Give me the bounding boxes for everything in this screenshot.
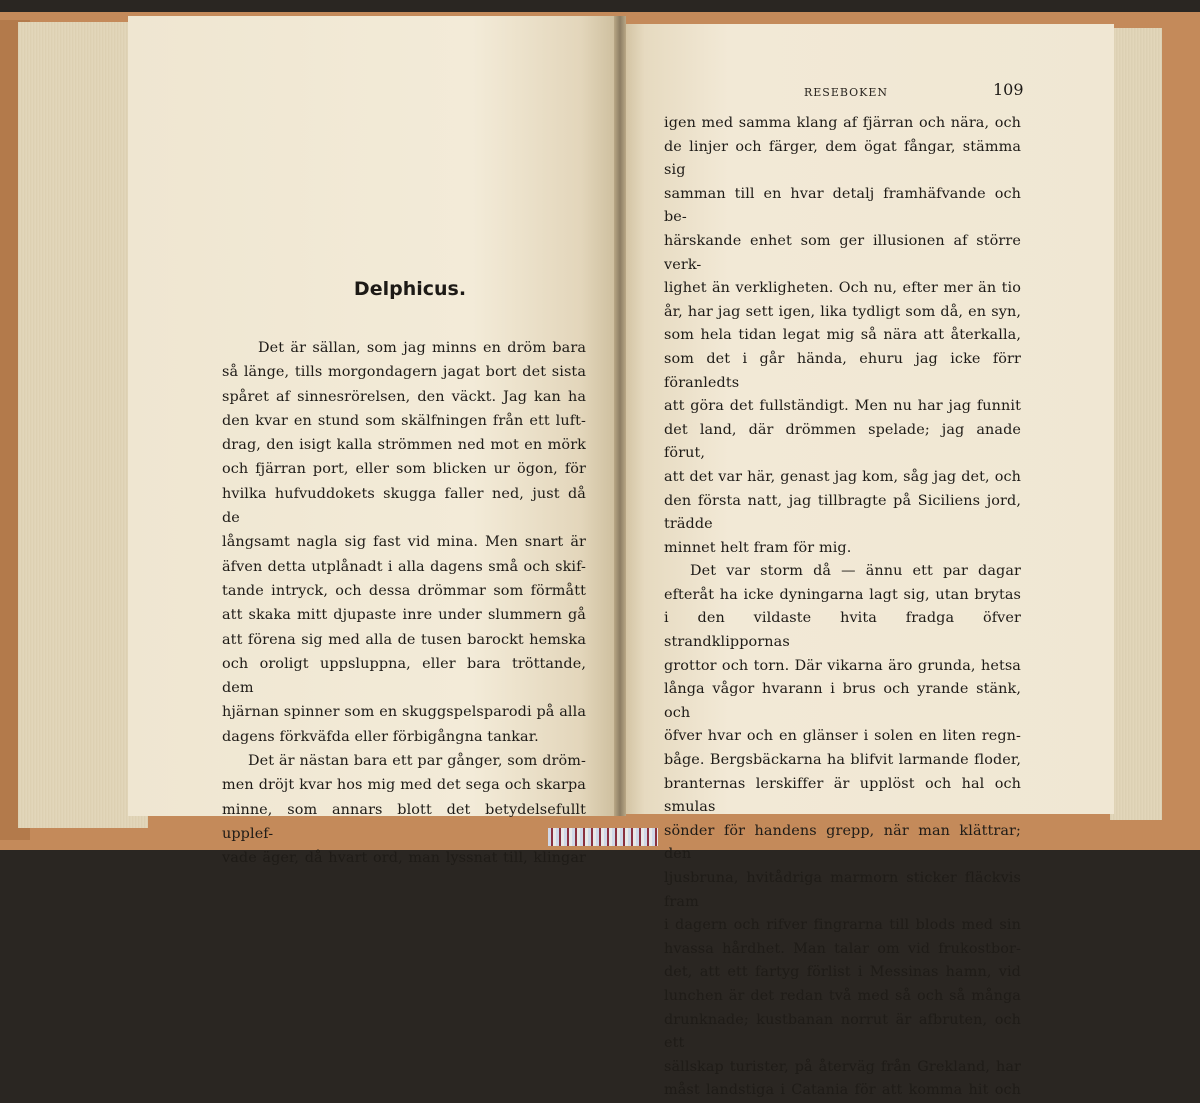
text-line: hvilka hufvuddokets skugga faller ned, just då de bbox=[222, 485, 586, 527]
text-line: spåret af sinnesrörelsen, den väckt. Jag kan ha bbox=[222, 388, 586, 405]
text-line: minne, som annars blott det betydelsefullt upplef- bbox=[222, 801, 586, 842]
text-line: sönder för handens grepp, när man klättrar; den bbox=[664, 822, 1021, 863]
text-line: tande intryck, och dessa drömmar som förmått bbox=[222, 582, 586, 599]
text-line: hjärnan spinner som en skuggspelsparodi på alla bbox=[222, 704, 586, 721]
text-line: hvassa hårdhet. Man talar om vid frukostbor- bbox=[664, 940, 1021, 957]
right-page-text bbox=[664, 112, 1021, 1103]
text-line: det land, där drömmen spelade; jag anade förut, bbox=[664, 421, 1021, 462]
text-line: äfven detta utplånadt i alla dagens små och skif- bbox=[222, 558, 586, 575]
text-line: samman till en hvar detalj framhäfvande och be- bbox=[664, 185, 1021, 226]
text-line: och fjärran port, eller som blicken ur ögon, för bbox=[222, 461, 586, 478]
text-line: Det var storm då — ännu ett par dagar bbox=[690, 563, 1021, 580]
text-line: som det i går hända, ehuru jag icke förr föranledts bbox=[664, 350, 1021, 391]
text-line: dagens förkväfda eller förbigångna tankar. bbox=[222, 728, 539, 745]
text-line: i den vildaste hvita fradga öfver strandklippornas bbox=[664, 610, 1021, 651]
text-line: som hela tidan legat mig så nära att återkalla, bbox=[664, 327, 1021, 344]
text-line: vade äger, då hvart ord, man lyssnat till, klingar bbox=[222, 850, 586, 867]
text-line: drag, den isigt kalla strömmen ned mot en mörk bbox=[222, 437, 586, 454]
text-line: måst landstiga i Catania för att komma hit och bbox=[664, 1082, 1021, 1099]
text-line: Det är sällan, som jag minns en dröm bara bbox=[258, 340, 586, 356]
text-line: i dagern och rifver fingrarna till blods med sin bbox=[664, 917, 1021, 934]
text-line: sällskap turister, på återväg från Grekland, har bbox=[664, 1058, 1021, 1075]
page-edges-right bbox=[1110, 28, 1162, 820]
chapter-title: Delphicus. bbox=[353, 278, 467, 300]
text-line: lunchen är det redan två med så och så många bbox=[664, 987, 1021, 1004]
text-line: Det är nästan bara ett par gånger, som dröm- bbox=[248, 753, 586, 770]
text-line: att göra det fullständigt. Men nu har jag funnit bbox=[664, 398, 1021, 415]
text-line: härskande enhet som ger illusionen af större verk- bbox=[664, 232, 1021, 273]
text-line: grottor och torn. Där vikarna äro grunda, hetsa bbox=[664, 657, 1021, 674]
text-line: långsamt nagla sig fast vid mina. Men snart är bbox=[222, 534, 586, 551]
text-line: men dröjt kvar hos mig med det sega och skarpa bbox=[222, 777, 586, 794]
text-line: öfver hvar och en glänser i solen en liten regn- bbox=[664, 728, 1021, 745]
text-line: drunknade; kustbanan norrut är afbruten, och ett bbox=[664, 1011, 1021, 1052]
text-line: lighet än verkligheten. Och nu, efter mer än tio bbox=[664, 280, 1021, 297]
text-line: ljusbruna, hvitådriga marmorn sticker fläckvis fram bbox=[664, 870, 1021, 910]
page-number: 109 bbox=[993, 80, 1024, 99]
text-line: det, att ett fartyg förlist i Messinas hamn, vid bbox=[664, 964, 1021, 981]
text-line: att förena sig med alla de tusen barockt hemska bbox=[222, 631, 586, 648]
text-line: och oroligt uppsluppna, eller bara tröttande, dem bbox=[222, 655, 586, 697]
text-line: att skaka mitt djupaste inre under slummern gå bbox=[222, 607, 586, 624]
text-line: år, har jag sett igen, lika tydligt som då, en syn, bbox=[664, 303, 1021, 320]
text-line: minnet helt fram för mig. bbox=[664, 539, 852, 556]
text-line: den kvar en stund som skälfningen från ett luft- bbox=[222, 412, 586, 429]
left-page-text bbox=[222, 336, 586, 871]
text-line: att det var här, genast jag kom, såg jag det, och bbox=[664, 468, 1021, 485]
running-head: RESEBOKEN bbox=[804, 86, 889, 99]
text-line: de linjer och färger, dem ögat fångar, stämma sig bbox=[664, 138, 1021, 179]
text-line: igen med samma klang af fjärran och nära, och bbox=[664, 115, 1021, 131]
text-line: branternas lerskiffer är upplöst och hal och smulas bbox=[664, 775, 1021, 816]
text-line: båge. Bergsbäckarna ha blifvit larmande floder, bbox=[664, 752, 1021, 769]
book-gutter bbox=[614, 16, 626, 816]
text-line: efteråt ha icke dyningarna lagt sig, utan brytas bbox=[664, 586, 1021, 603]
text-line: så länge, tills morgondagern jagat bort det sista bbox=[222, 364, 586, 381]
text-line: långa vågor hvarann i brus och yrande stänk, och bbox=[664, 681, 1021, 721]
text-line: den första natt, jag tillbragte på Siciliens jord, trädde bbox=[664, 492, 1021, 533]
